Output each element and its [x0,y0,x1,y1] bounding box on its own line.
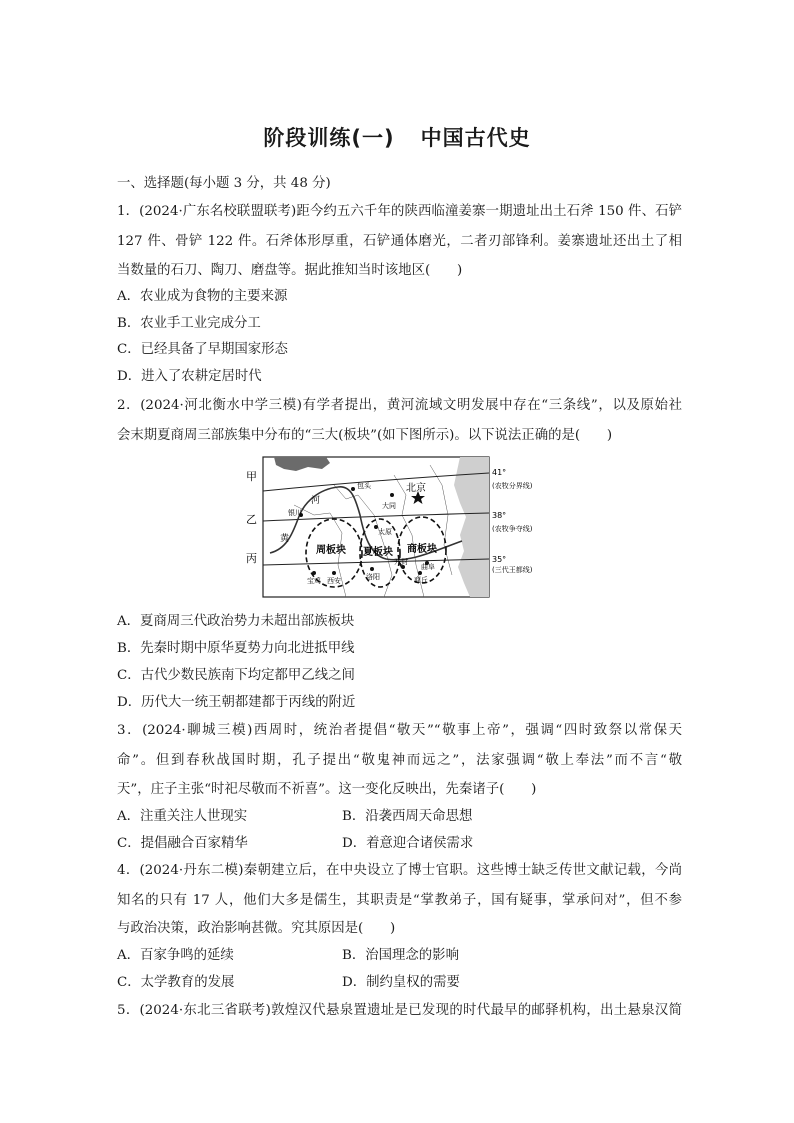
q1-option-b: B．农业手工业完成分工 [117,316,261,331]
place-shangqiu: 商丘 [414,576,428,584]
zhou-block-label: 周板块 [316,545,346,556]
q3-option-c: C．提倡融合百家精华 [117,836,248,851]
place-xian: 西安 [327,577,341,585]
q4-stem-line-3: 与政治决策，政治影响甚微。究其原因是( ) [117,921,396,936]
q4-options-row-2 [117,974,682,992]
line-41-note: (农牧分界线) [492,482,533,490]
place-datong: 大同 [382,502,396,510]
place-beijing: 北京 [406,483,426,494]
title-main: 阶段训练(一) [263,126,395,150]
q1-option-a: A．农业成为食物的主要来源 [117,289,288,304]
city-dot-datong [390,493,394,497]
page-title [0,122,794,152]
place-yinchuan: 银川 [288,509,302,517]
q4-option-c: C．太学教育的发展 [117,975,235,990]
row-label-jia: 甲 [246,470,257,483]
q1-stem-line-1: 1．(2024·广东名校联盟联考)距今约五六千年的陕西临潼姜寨一期遗址出土石斧 150 件、石铲 [117,204,682,219]
three-blocks-map [234,455,556,601]
city-dot-baotou [351,487,355,491]
q3-stem-line-3: 天”，庄子主张“时祀尽敬而不祈喜”。这一变化反映出，先秦诸子( ) [117,782,537,797]
place-kaifeng: 开封 [394,558,408,566]
q1-stem-line-3: 当数量的石刀、陶刀、磨盘等。据此推知当时该地区( ) [117,263,463,278]
q3-option-a: A．注重关注人世现实 [117,809,248,824]
q2-option-a: A．夏商周三代政治势力未超出部族板块 [117,614,355,629]
q4-stem-line-2: 知名的只有 17 人，他们大多是儒生，其职责是“掌教弟子，国有疑事，掌承问对”，但不参 [117,893,682,908]
row-label-bing: 丙 [246,552,257,565]
line-38-note: (农牧争夺线) [492,525,533,533]
city-dot-baoji [312,571,316,575]
q1-option-d: D．进入了农耕定居时代 [117,369,262,384]
xia-block-label: 夏板块 [363,547,393,558]
place-baotou: 包头 [357,482,371,490]
row-label-yi: 乙 [246,513,257,526]
q2-option-b: B．先秦时期中原华夏势力向北进抵甲线 [117,641,355,656]
place-baoji: 宝鸡 [307,577,321,585]
q4-options-row-1 [117,947,682,965]
city-dot-xian [332,571,336,575]
city-dot-luoyang [370,567,374,571]
q3-options-row-2 [117,835,682,853]
line-35-degree: 35° [492,555,507,564]
q1-stem-line-2: 127 件、骨铲 122 件。石斧体形厚重，石铲通体磨光，二者刃部锋利。姜寨遗址还出土了相 [117,234,682,249]
title-sub: 中国古代史 [420,126,531,150]
line-38-degree: 38° [492,511,507,520]
q3-stem-line-1: 3．(2024·聊城三模)西周时，统治者提倡“敬天”“敬事上帝”，强调“四时致祭以常保天 [117,723,682,738]
q4-option-d: D．制约皇权的需要 [342,975,460,990]
q2-stem-line-2: 会末期夏商周三部族集中分布的“三大(板块”(如下图所示)。以下说法正确的是( ) [117,428,613,443]
place-qufu: 曲阜 [421,563,435,571]
place-taiyuan: 太原 [378,528,392,536]
shang-block-label: 商板块 [407,544,437,555]
q4-stem-line-1: 4．(2024·丹东二模)秦朝建立后，在中央设立了博士官职。这些博士缺乏传世文献记载，今尚 [117,863,682,878]
line-35-note: (三代王都线) [492,566,533,574]
q2-option-c: C．古代少数民族南下均定都甲乙线之间 [117,668,355,683]
place-luoyang: 洛阳 [366,573,380,581]
q1-option-c: C．已经具备了早期国家形态 [117,342,288,357]
section-heading: 一、选择题(每小题 3 分，共 48 分) [117,176,331,191]
q2-option-d: D．历代大一统王朝都建都于丙线的附近 [117,695,356,710]
q3-option-b: B．沿袭西周天命思想 [342,809,473,824]
river-label-he: 河 [311,496,321,506]
line-41-degree: 41° [492,468,507,477]
q3-option-d: D．着意迎合诸侯需求 [342,836,474,851]
q4-option-a: A．百家争鸣的延续 [117,948,234,963]
q3-stem-line-2: 命”。但到春秋战国时期，孔子提出“敬鬼神而远之”，法家强调“敬上奉法”而不言“敬 [117,753,682,768]
q2-stem-line-1: 2．(2024·河北衡水中学三模)有学者提出，黄河流域文明发展中存在“三条线”，以及原始社 [117,398,682,413]
q3-options-row-1 [117,808,682,826]
q5-stem-line-1: 5．(2024·东北三省联考)敦煌汉代悬泉置遗址是已发现的时代最早的邮驿机构，出土悬泉汉简 [117,1003,682,1018]
river-label-huang: 黄 [280,534,290,544]
q4-option-b: B．治国理念的影响 [342,948,459,963]
city-dot-shangqiu [418,571,422,575]
